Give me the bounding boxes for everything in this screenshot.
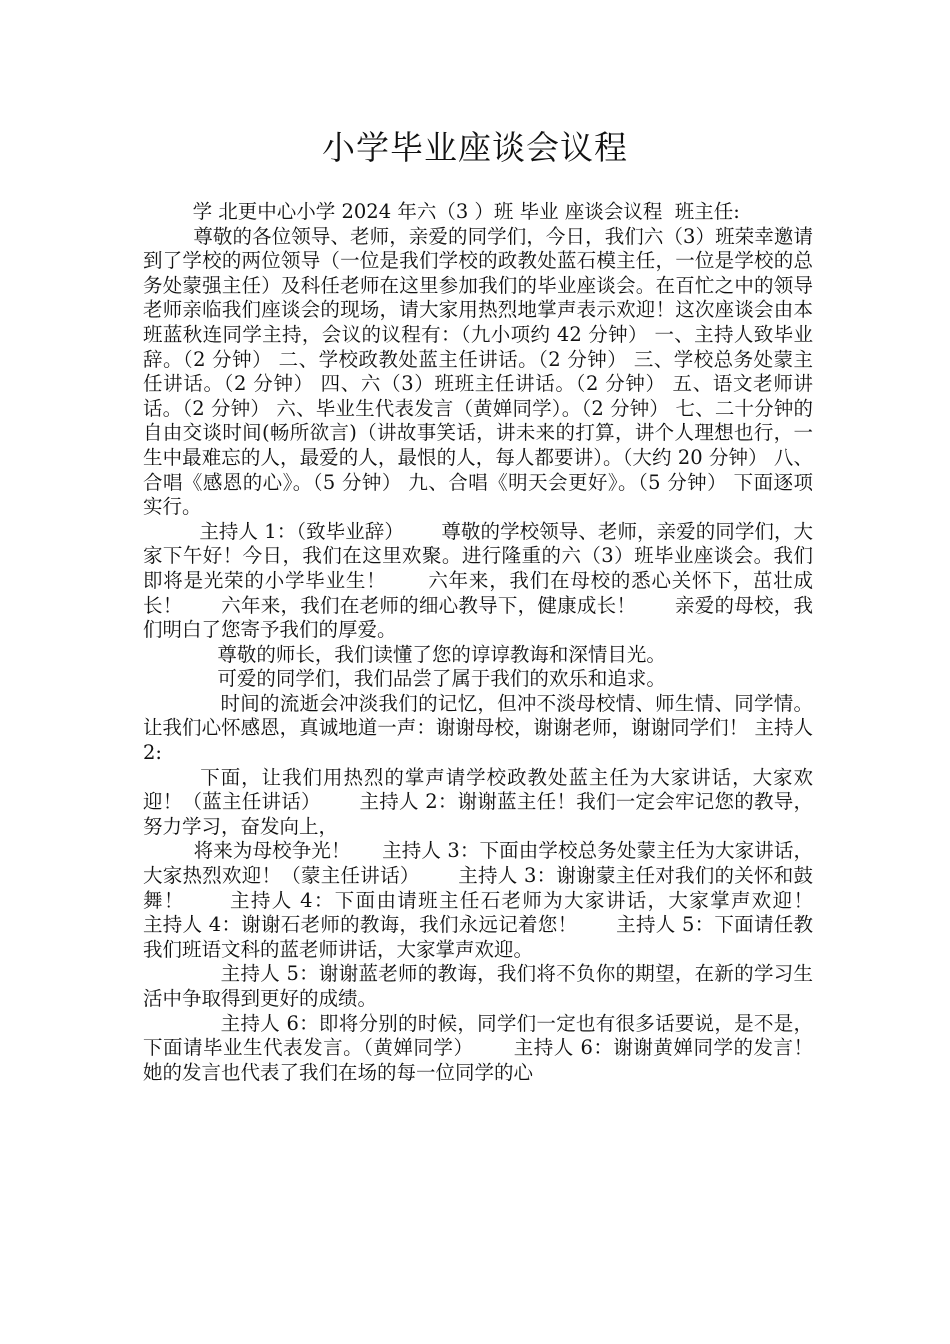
document-title: 小学毕业座谈会议程 [322,128,628,167]
paragraph-hosts-3-5: 将来为母校争光！ 主持人 3：下面由学校总务处蒙主任为大家讲话，大家热烈欢迎！（蒙主任讲话） 主持人 3：谢谢蒙主任对我们的关怀和鼓舞！ 主持人 4：下面由请班主任石老师为大家讲话，大家掌声欢迎！ 主持人 4：谢谢石老师的教诲，我们永远记着您！ 主持人 5：下面请任教我们班语文科的蓝老师讲话，大家掌声欢迎。 [143,839,851,961]
paragraph-welcome-agenda: 尊敬的各位领导、老师，亲爱的同学们，今日，我们六（3）班荣幸邀请到了学校的两位领导（一位是我们学校的政教处蓝石模主任，一位是学校的总务处蒙强主任）及科任老师在这里参加我们的毕业座谈会。在百忙之中的领导老师亲临我们座谈会的现场，请大家用热烈地掌声表示欢迎！这次座谈会由本班蓝秋连同学主持，会议的议程有：（九小项约 42 分钟） 一、主持人致毕业辞。（2 分钟） 二、学校政教处蓝主任讲话。（2 分钟） 三、学校总务处蒙主任讲话。（2 分钟） 四、六（3）班班主任讲话。（2 分钟） 五、语文老师讲话。（2 分钟） 六、毕业生代表发言（黄婵同学）。（2 分钟） 七、二十分钟的自由交谈时间(畅所欲言)（讲故事笑话，讲未来的打算，讲个人理想也行，一生中最难忘的人，最爱的人，最恨的人，每人都要讲）。（大约 20 分钟） 八、合唱《感恩的心》。（5 分钟） 九、合唱《明天会更好》。（5 分钟） 下面逐项实行。 [143,224,813,519]
document-body [143,200,851,1085]
paragraph-gratitude: 时间的流逝会冲淡我们的记忆，但冲不淡母校情、师生情、同学情。让我们心怀感恩，真诚地道一声：谢谢母校，谢谢老师，谢谢同学们！ 主持人 2: [143,691,820,765]
paragraph-classmates: 可爱的同学们，我们品尝了属于我们的欢乐和追求。 [143,667,666,691]
paragraph-host-5-thanks: 主持人 5：谢谢蓝老师的教诲，我们将不负你的期望，在新的学习生活中争取得到更好的成绩。 [143,962,813,1010]
paragraph-host-6: 主持人 6：即将分别的时候，同学们一定也有很多话要说，是不是，下面请毕业生代表发言。（黄婵同学） 主持人 6：谢谢黄婵同学的发言！她的发言也代表了我们在场的每一位同学的心 [143,1011,813,1084]
paragraph-host-2: 下面，让我们用热烈的掌声请学校政教处蓝主任为大家讲话，大家欢迎！（蓝主任讲话） 主持人 2：谢谢蓝主任！我们一定会牢记您的教导，努力学习，奋发向上， [143,765,813,838]
paragraph-intro: 学 北更中心小学 2024 年六（3 ）班 毕业 座谈会议程 班主任: [143,200,740,223]
paragraph-teachers: 尊敬的师长，我们读懂了您的谆谆教诲和深情目光。 [143,642,666,666]
paragraph-host-1: 主持人 1：（致毕业辞） 尊敬的学校领导、老师，亲爱的同学们，大家下午好！今日，我们在这里欢聚。进行隆重的六（3）班毕业座谈会。我们即将是光荣的小学毕业生！ 六年来，我们在母校的悉心关怀下，茁壮成长！ 六年来，我们在老师的细心教导下，健康成长！ 亲爱的母校，我们明白了您寄予我们的厚爱。 [143,519,813,642]
